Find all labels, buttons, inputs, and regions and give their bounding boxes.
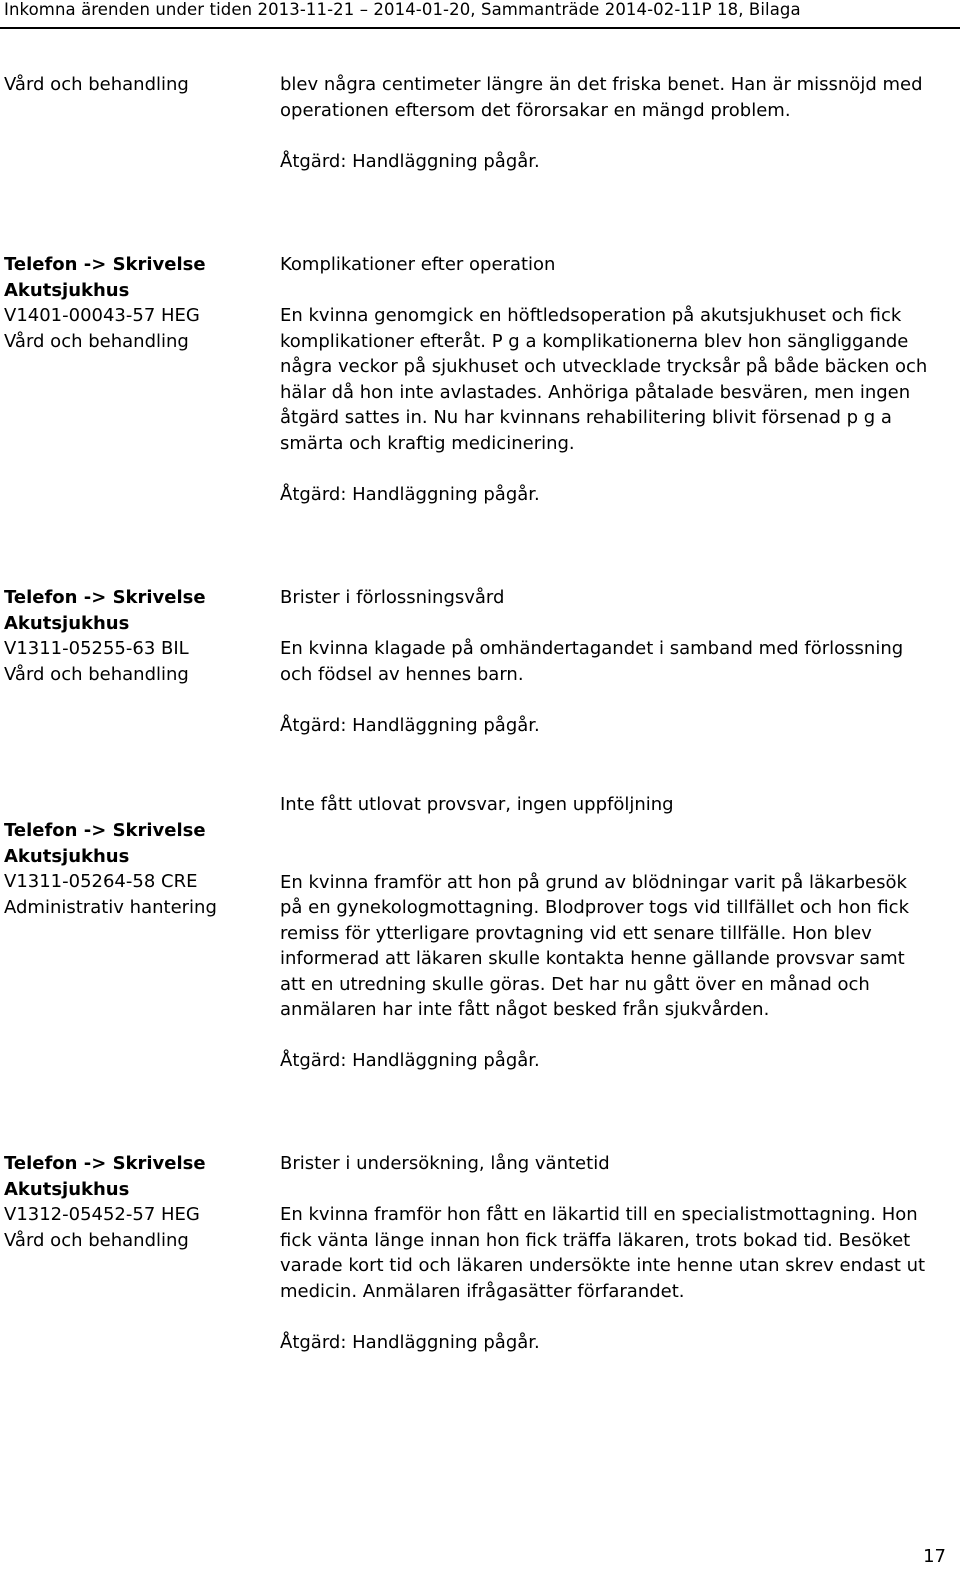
- entry-content: [280, 792, 930, 1074]
- entry-case-id: V1312-05452-57 HEG: [4, 1204, 200, 1225]
- entry-title: Brister i förlossningsvård: [280, 587, 505, 608]
- entry-action: Åtgärd: Handläggning pågår.: [280, 714, 540, 736]
- entry-category: Vård och behandling: [4, 1229, 189, 1251]
- entry-content: [280, 72, 930, 174]
- entry-body: En kvinna genomgick en höftledsoperation på akutsjukhuset och fick komplikationer efteråt. P g a komplikationerna blev hon sängliggande några veckor på sjukhuset och utvecklade trycksår på både bäcken och hälar då hon inte avlastades. Anhöriga påtalade besvären, men ingen åtgärd sattes in. Nu har kvinnans rehabilitering blivit försenad p g a smärta och kraftig medicinering.: [280, 305, 928, 454]
- entry-category: Administrativ hantering: [4, 896, 217, 918]
- entry-body: En kvinna framför hon fått en läkartid till en specialistmottagning. Hon fick vänta länge innan hon fick träffa läkaren, trots bokad tid. Besöket varade kort tid och läkaren undersökte inte henne utan skrev endast ut medicin. Anmälaren ifrågasätter förfarandet.: [280, 1204, 926, 1302]
- entry-meta: [4, 1151, 269, 1253]
- entry-unit: Akutsjukhus: [4, 612, 130, 634]
- entry-meta: [4, 818, 269, 920]
- entry-action: Åtgärd: Handläggning pågår.: [280, 1331, 540, 1353]
- page-header: Inkomna ärenden under tiden 2013-11-21 – 2014-01-20, Sammanträde 2014-02-11P 18, Bilaga: [4, 0, 801, 19]
- entry-body: blev några centimeter längre än det friska benet. Han är missnöjd med operationen eftersom det förorsakar en mängd problem.: [280, 74, 923, 121]
- entry-category: Vård och behandling: [4, 330, 189, 352]
- entry-case-id: V1311-05264-58 CRE: [4, 871, 198, 892]
- entry-unit: Akutsjukhus: [4, 1178, 130, 1200]
- entry-action: Åtgärd: Handläggning pågår.: [280, 150, 540, 172]
- header-rule: [0, 27, 960, 29]
- entry-action: Åtgärd: Handläggning pågår.: [280, 483, 540, 505]
- entry-category: Vård och behandling: [4, 663, 189, 685]
- entry-case-id: V1401-00043-57 HEG: [4, 305, 200, 326]
- entry-meta: [4, 252, 269, 354]
- entry-content: [280, 1151, 930, 1355]
- entry-meta: [4, 72, 269, 98]
- entry-channel: Telefon -> Skrivelse: [4, 587, 206, 608]
- entry-content: [280, 252, 930, 507]
- entry-title: Brister i undersökning, lång väntetid: [280, 1153, 610, 1174]
- page-number: 17: [923, 1546, 946, 1567]
- entry-body: En kvinna klagade på omhändertagandet i samband med förlossning och födsel av hennes barn.: [280, 638, 904, 685]
- entry-unit: Akutsjukhus: [4, 279, 130, 301]
- entry-meta: [4, 585, 269, 687]
- entry-title: Inte fått utlovat provsvar, ingen uppföljning: [280, 794, 674, 815]
- entry-channel: Telefon -> Skrivelse: [4, 820, 206, 841]
- entry-channel: Telefon -> Skrivelse: [4, 1153, 206, 1174]
- entry-category: Vård och behandling: [4, 74, 189, 95]
- entry-content: [280, 585, 930, 738]
- entry-case-id: V1311-05255-63 BIL: [4, 638, 189, 659]
- entry-channel: Telefon -> Skrivelse: [4, 254, 206, 275]
- entry-title: Komplikationer efter operation: [280, 254, 556, 275]
- entry-action: Åtgärd: Handläggning pågår.: [280, 1050, 540, 1071]
- entry-unit: Akutsjukhus: [4, 845, 130, 867]
- entry-body: En kvinna framför att hon på grund av blödningar varit på läkarbesök på en gynekologmottagning. Blodprover togs vid tillfället och hon fick remiss för ytterligare provtagning vid ett senare tillfälle. Hon blev informerad att läkaren skulle kontakta henne gällande provsvar samt att en utredning skulle göras. Det har nu gått över en månad och anmälaren har inte fått något besked från sjukvården.: [280, 871, 909, 1020]
